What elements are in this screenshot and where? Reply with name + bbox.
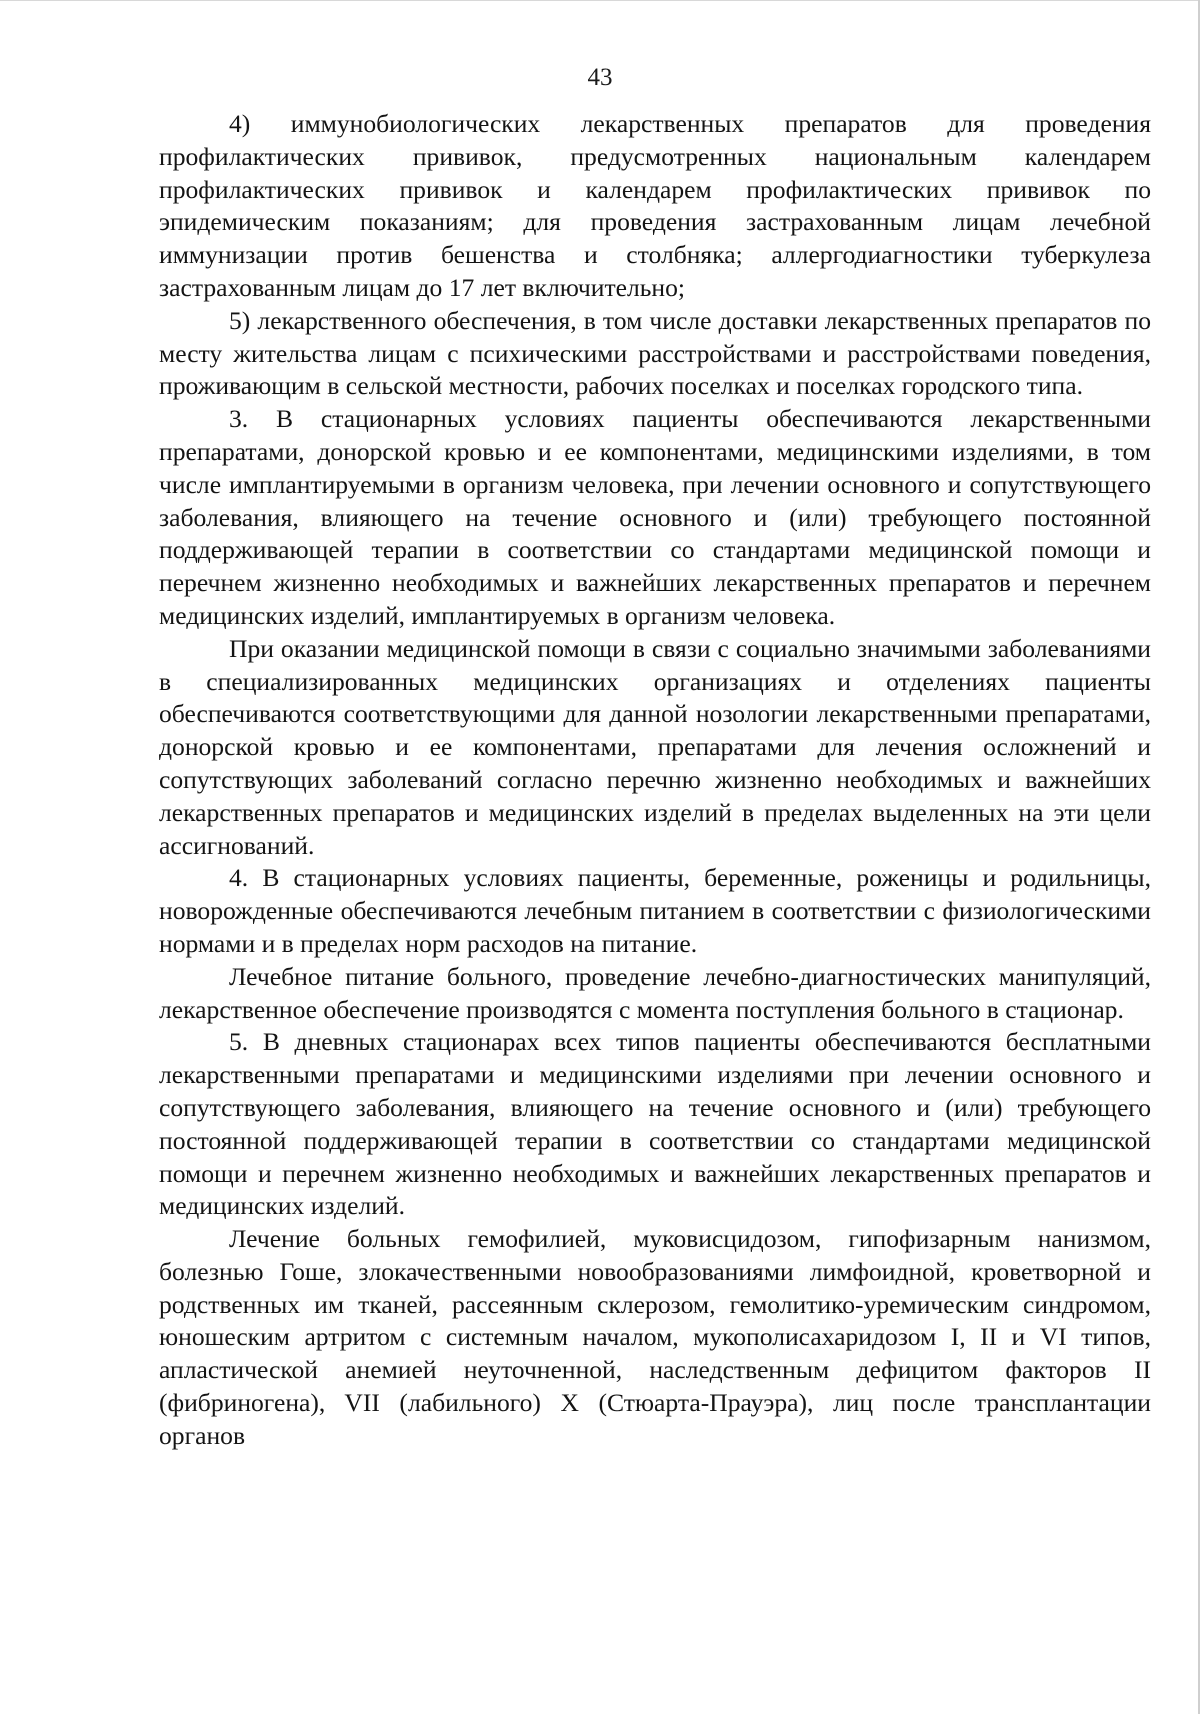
paragraph-therapeutic-nutrition: Лечебное питание больного, проведение лечебно-диагностических манипуляций, лекарственное обеспечение производятся с момента поступления больного в стационар. bbox=[159, 961, 1151, 1024]
paragraph-section-4-nutrition: 4. В стационарных условиях пациенты, беременные, роженицы и родильницы, новорожденные обеспечиваются лечебным питанием в соответствии с физиологическими нормами и в пределах норм расходов на питание. bbox=[159, 863, 1151, 958]
paragraph-item-4-immunobiological: 4) иммунобиологических лекарственных препаратов для проведения профилактических прививок, предусмотренных национальным календарем профилактических прививок и календарем профилактических прививок по эпидемическим показаниям; для проведения застрахованным лицам лечебной иммунизации против бешенства и столбняка; аллергодиагностики туберкулеза застрахованным лицам до 17 лет включительно; bbox=[159, 109, 1151, 302]
paragraph-section-5-day-hospitals: 5. В дневных стационарах всех типов пациенты обеспечиваются бесплатными лекарственными препаратами и медицинскими изделиями при лечении основного и сопутствующего заболевания, влияющего на течение основного и (или) требующего постоянной поддерживающей терапии в соответствии со стандартами медицинской помощи и перечнем жизненно необходимых и важнейших лекарственных препаратов и медицинских изделий. bbox=[159, 1027, 1151, 1221]
paragraph-section-3-inpatient: 3. В стационарных условиях пациенты обеспечиваются лекарственными препаратами, донорской кровью и ее компонентами, медицинскими изделиями, в том числе имплантируемыми в организм человека, при лечении основного и сопутствующего заболевания, влияющего на течение основного и (или) требующего постоянной поддерживающей терапии в соответствии со стандартами медицинской помощи и перечнем жизненно необходимых и важнейших лекарственных препаратов и перечнем медицинских изделий, имплантируемых в организм человека. bbox=[159, 404, 1151, 630]
paragraph-rare-diseases-treatment: Лечение больных гемофилией, муковисцидозом, гипофизарным нанизмом, болезнью Гоше, злокачественными новообразованиями лимфоидной, кроветворной и родственных им тканей, рассеянным склерозом, гемолитико-уремическим синдромом, юношеским артритом с системным началом, мукополисахаридозом I, II и VI типов, апластической анемией неуточненной, наследственным дефицитом факторов II (фибриногена), VII (лабильного) X (Стюарта-Прауэра), лиц после трансплантации органов bbox=[159, 1224, 1151, 1450]
page-number: 43 bbox=[587, 64, 613, 91]
paragraph-item-5-drug-supply: 5) лекарственного обеспечения, в том числе доставки лекарственных препаратов по месту жительства лицам с психическими расстройствами и расстройствами поведения, проживающим в сельской местности, рабочих поселках и поселках городского типа. bbox=[159, 305, 1151, 401]
paragraph-socially-significant-diseases: При оказании медицинской помощи в связи с социально значимыми заболеваниями в специализированных медицинских организациях и отделениях пациенты обеспечиваются соответствующими для данной нозологии лекарственными препаратами, донорской кровью и ее компонентами, препаратами для лечения осложнений и сопутствующих заболеваний согласно перечню жизненно необходимых и важнейших лекарственных препаратов и медицинских изделий в пределах выделенных на эти цели ассигнований. bbox=[159, 633, 1151, 860]
document-body bbox=[159, 108, 1151, 1453]
page-top-edge bbox=[0, 0, 1200, 1]
